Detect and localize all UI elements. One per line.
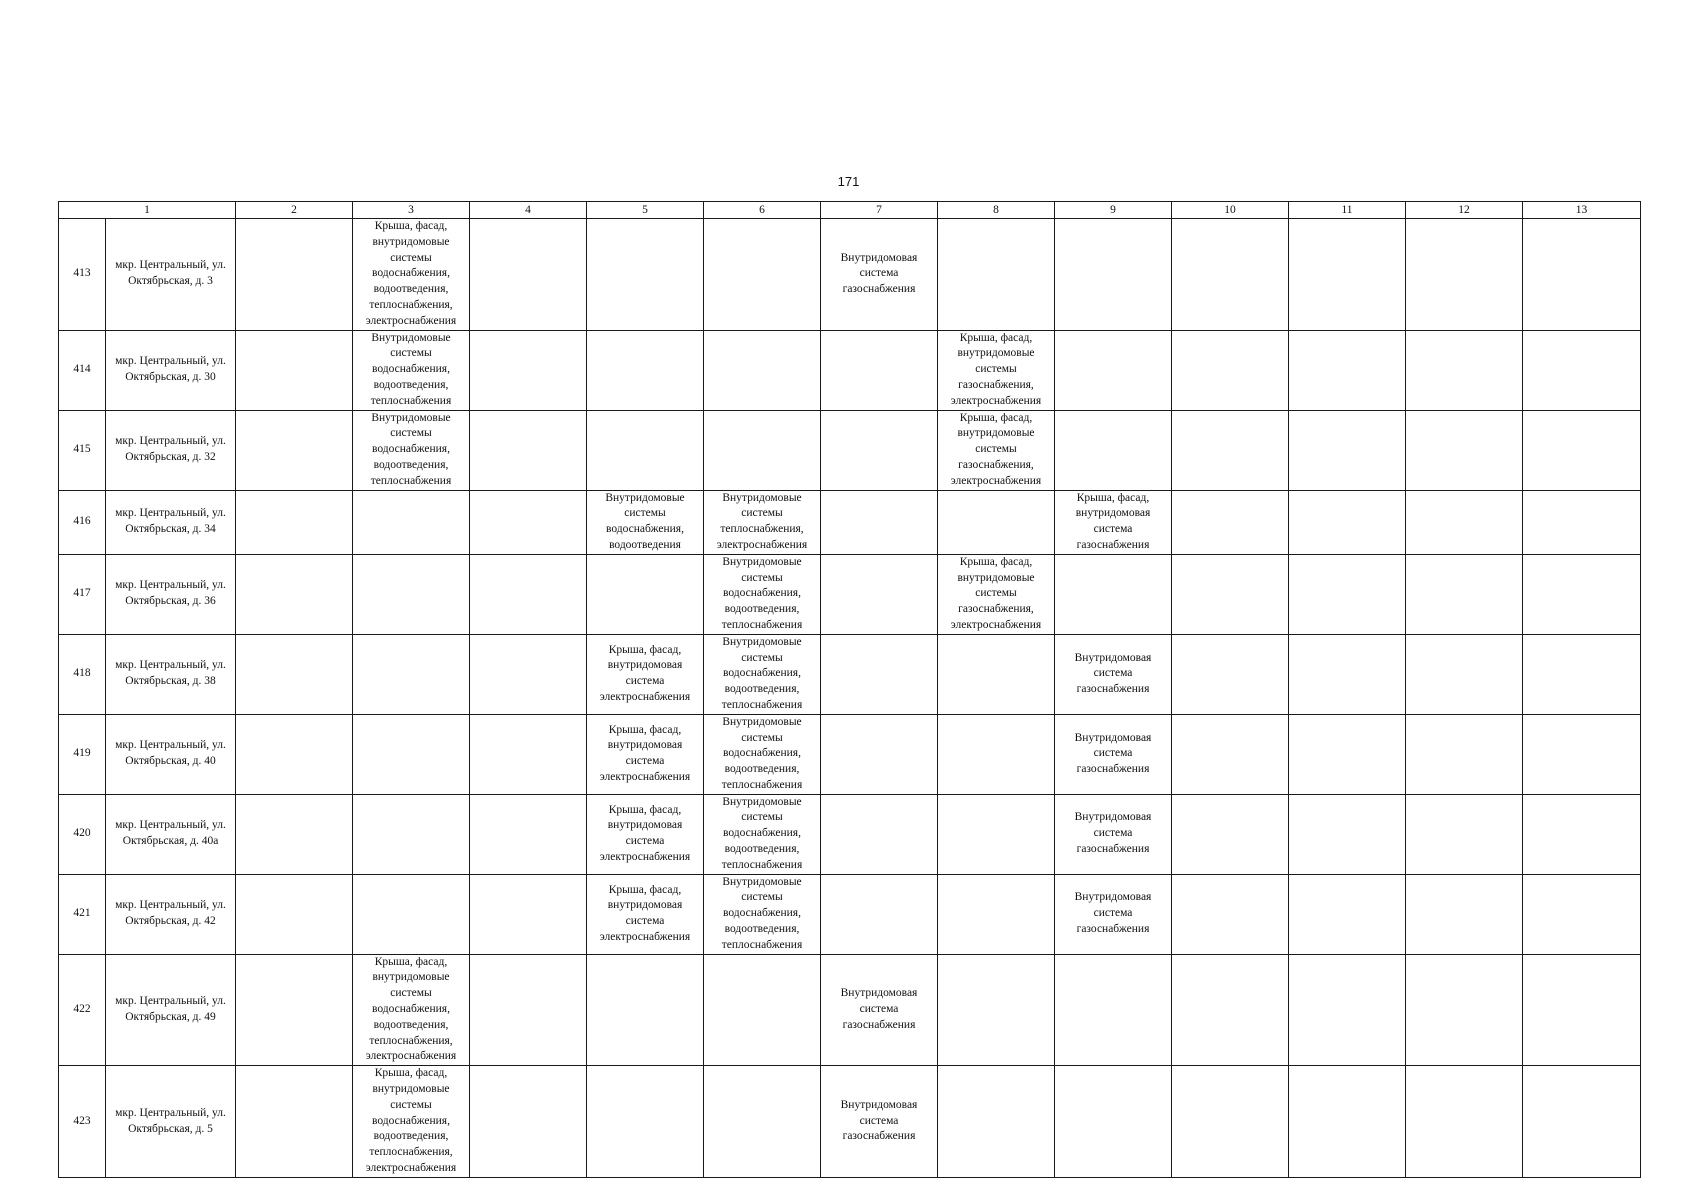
col-7-cell — [821, 874, 938, 954]
cell-text: Внутридомовая система газоснабжения — [1074, 651, 1152, 696]
col-10-cell — [1172, 219, 1289, 331]
col-12-cell — [1406, 794, 1523, 874]
cell-text: 420 — [73, 827, 91, 840]
cell-text: мкр. Центральный, ул. Октябрьская, д. 5 — [115, 1106, 226, 1135]
cell-text: Внутридомовые системы водоснабжения, водоотведения, теплоснабжения — [721, 555, 803, 631]
repair-schedule-table — [58, 201, 1641, 1178]
col-6-cell — [704, 1066, 821, 1178]
cell-text: Крыша, фасад, внутридомовые системы водоснабжения, водоотведения, теплоснабжения, электроснабжения — [365, 1067, 457, 1175]
col-12-cell — [1406, 410, 1523, 490]
col-4-cell — [470, 219, 587, 331]
col-9-cell — [1055, 1066, 1172, 1178]
column-header: 3 — [353, 202, 470, 219]
col-2-cell — [236, 874, 353, 954]
cell-text: Крыша, фасад, внутридомовые системы газоснабжения, электроснабжения — [950, 411, 1042, 487]
col-11-cell — [1289, 1066, 1406, 1178]
col-3-cell — [353, 410, 470, 490]
cell-text: 415 — [73, 443, 91, 456]
col-9-cell — [1055, 954, 1172, 1066]
col-10-cell — [1172, 954, 1289, 1066]
table-row — [59, 714, 1641, 794]
col-4-cell — [470, 874, 587, 954]
column-header: 13 — [1523, 202, 1641, 219]
cell-text: 417 — [73, 587, 91, 600]
cell-text: мкр. Центральный, ул. Октябрьская, д. 34 — [115, 507, 226, 536]
cell-text: Крыша, фасад, внутридомовые системы водоснабжения, водоотведения, теплоснабжения, электроснабжения — [365, 955, 457, 1063]
col-13-cell — [1523, 490, 1641, 554]
col-7-cell — [821, 219, 938, 331]
col-12-cell — [1406, 554, 1523, 634]
column-header: 7 — [821, 202, 938, 219]
cell-text: Крыша, фасад, внутридомовая система электроснабжения — [599, 883, 691, 943]
col-11-cell — [1289, 954, 1406, 1066]
row-number-cell — [59, 714, 106, 794]
col-10-cell — [1172, 794, 1289, 874]
cell-text: Внутридомовые системы водоснабжения, водоотведения, теплоснабжения — [721, 715, 803, 791]
col-6-cell — [704, 554, 821, 634]
col-7-cell — [821, 1066, 938, 1178]
cell-text: мкр. Центральный, ул. Октябрьская, д. 49 — [115, 995, 226, 1023]
col-10-cell — [1172, 634, 1289, 714]
address-cell — [106, 714, 236, 794]
col-5-cell — [587, 219, 704, 331]
table-row — [59, 874, 1641, 954]
col-2-cell — [236, 954, 353, 1066]
cell-text: 419 — [73, 747, 91, 760]
col-7-cell — [821, 330, 938, 410]
col-13-cell — [1523, 634, 1641, 714]
row-number-cell — [59, 410, 106, 490]
column-header: 10 — [1172, 202, 1289, 219]
cell-text: мкр. Центральный, ул. Октябрьская, д. 30 — [115, 355, 226, 384]
col-10-cell — [1172, 490, 1289, 554]
col-2-cell — [236, 410, 353, 490]
col-8-cell — [938, 634, 1055, 714]
table-row — [59, 1066, 1641, 1178]
col-13-cell — [1523, 954, 1641, 1066]
cell-text: Крыша, фасад, внутридомовая система электроснабжения — [599, 723, 691, 783]
col-13-cell — [1523, 554, 1641, 634]
address-cell — [106, 874, 236, 954]
col-5-cell — [587, 554, 704, 634]
row-number-cell — [59, 954, 106, 1066]
column-number-row — [59, 202, 1641, 219]
table-row — [59, 794, 1641, 874]
col-10-cell — [1172, 554, 1289, 634]
table-row — [59, 410, 1641, 490]
col-2-cell — [236, 714, 353, 794]
address-cell — [106, 490, 236, 554]
table-row — [59, 634, 1641, 714]
col-9-cell — [1055, 794, 1172, 874]
col-9-cell — [1055, 410, 1172, 490]
col-13-cell — [1523, 874, 1641, 954]
col-3-cell — [353, 1066, 470, 1178]
col-5-cell — [587, 490, 704, 554]
col-2-cell — [236, 490, 353, 554]
col-8-cell — [938, 330, 1055, 410]
col-13-cell — [1523, 714, 1641, 794]
col-8-cell — [938, 714, 1055, 794]
col-11-cell — [1289, 554, 1406, 634]
col-3-cell — [353, 634, 470, 714]
col-11-cell — [1289, 490, 1406, 554]
column-header: 1 — [59, 202, 236, 219]
cell-text: 422 — [73, 1003, 91, 1016]
col-2-cell — [236, 794, 353, 874]
cell-text: 416 — [73, 515, 91, 528]
col-12-cell — [1406, 1066, 1523, 1178]
col-7-cell — [821, 410, 938, 490]
col-9-cell — [1055, 554, 1172, 634]
col-9-cell — [1055, 219, 1172, 331]
col-4-cell — [470, 634, 587, 714]
cell-text: 423 — [73, 1114, 91, 1127]
address-cell — [106, 219, 236, 331]
column-header: 6 — [704, 202, 821, 219]
col-8-cell — [938, 954, 1055, 1066]
address-cell — [106, 1066, 236, 1178]
row-number-cell — [59, 490, 106, 554]
cell-text: мкр. Центральный, ул. Октябрьская, д. 36 — [115, 579, 226, 608]
cell-text: Крыша, фасад, внутридомовые системы водоснабжения, водоотведения, теплоснабжения, электроснабжения — [365, 220, 457, 327]
cell-text: мкр. Центральный, ул. Октябрьская, д. 40 — [115, 739, 226, 768]
col-2-cell — [236, 1066, 353, 1178]
col-12-cell — [1406, 634, 1523, 714]
col-2-cell — [236, 330, 353, 410]
col-5-cell — [587, 794, 704, 874]
col-4-cell — [470, 714, 587, 794]
table-row — [59, 490, 1641, 554]
column-header: 9 — [1055, 202, 1172, 219]
col-4-cell — [470, 794, 587, 874]
col-12-cell — [1406, 490, 1523, 554]
address-cell — [106, 330, 236, 410]
column-header: 8 — [938, 202, 1055, 219]
cell-text: Крыша, фасад, внутридомовая система электроснабжения — [599, 803, 691, 863]
column-header: 2 — [236, 202, 353, 219]
cell-text: Внутридомовая система газоснабжения — [1074, 731, 1152, 776]
column-header: 4 — [470, 202, 587, 219]
col-5-cell — [587, 634, 704, 714]
cell-text: Крыша, фасад, внутридомовые системы газоснабжения, электроснабжения — [950, 331, 1042, 407]
cell-text: 413 — [73, 267, 91, 280]
col-3-cell — [353, 490, 470, 554]
col-6-cell — [704, 219, 821, 331]
col-5-cell — [587, 410, 704, 490]
col-3-cell — [353, 874, 470, 954]
col-8-cell — [938, 490, 1055, 554]
cell-text: 418 — [73, 667, 91, 680]
col-10-cell — [1172, 714, 1289, 794]
row-number-cell — [59, 794, 106, 874]
col-3-cell — [353, 554, 470, 634]
cell-text: мкр. Центральный, ул. Октябрьская, д. 3 — [115, 259, 226, 288]
col-11-cell — [1289, 794, 1406, 874]
col-3-cell — [353, 330, 470, 410]
col-8-cell — [938, 794, 1055, 874]
col-11-cell — [1289, 410, 1406, 490]
col-12-cell — [1406, 330, 1523, 410]
cell-text: Внутридомовые системы водоснабжения, водоотведения, теплоснабжения — [721, 875, 803, 951]
cell-text: Крыша, фасад, внутридомовые системы газоснабжения, электроснабжения — [950, 555, 1042, 631]
row-number-cell — [59, 554, 106, 634]
cell-text: Крыша, фасад, внутридомовая система газоснабжения — [1075, 491, 1151, 551]
col-8-cell — [938, 874, 1055, 954]
cell-text: мкр. Центральный, ул. Октябрьская, д. 40а — [115, 819, 226, 848]
col-6-cell — [704, 634, 821, 714]
cell-text: Внутридомовые системы водоснабжения, водоотведения — [605, 491, 685, 551]
col-2-cell — [236, 554, 353, 634]
address-cell — [106, 554, 236, 634]
cell-text: мкр. Центральный, ул. Октябрьская, д. 38 — [115, 659, 226, 688]
col-2-cell — [236, 219, 353, 331]
col-12-cell — [1406, 874, 1523, 954]
column-header: 11 — [1289, 202, 1406, 219]
col-8-cell — [938, 410, 1055, 490]
col-6-cell — [704, 794, 821, 874]
col-8-cell — [938, 554, 1055, 634]
cell-text: Внутридомовая система газоснабжения — [840, 251, 918, 296]
row-number-cell — [59, 330, 106, 410]
col-7-cell — [821, 490, 938, 554]
col-7-cell — [821, 954, 938, 1066]
row-number-cell — [59, 219, 106, 331]
col-13-cell — [1523, 1066, 1641, 1178]
col-11-cell — [1289, 219, 1406, 331]
cell-text: мкр. Центральный, ул. Октябрьская, д. 32 — [115, 435, 226, 464]
col-6-cell — [704, 714, 821, 794]
col-5-cell — [587, 874, 704, 954]
col-10-cell — [1172, 330, 1289, 410]
col-6-cell — [704, 954, 821, 1066]
col-7-cell — [821, 794, 938, 874]
address-cell — [106, 794, 236, 874]
col-4-cell — [470, 954, 587, 1066]
column-header: 12 — [1406, 202, 1523, 219]
cell-text: Внутридомовые системы водоснабжения, водоотведения, теплоснабжения — [721, 635, 803, 711]
address-cell — [106, 954, 236, 1066]
col-8-cell — [938, 1066, 1055, 1178]
col-7-cell — [821, 554, 938, 634]
col-11-cell — [1289, 714, 1406, 794]
col-11-cell — [1289, 634, 1406, 714]
row-number-cell — [59, 634, 106, 714]
col-11-cell — [1289, 874, 1406, 954]
col-3-cell — [353, 794, 470, 874]
col-6-cell — [704, 874, 821, 954]
cell-text: Внутридомовая система газоснабжения — [840, 1098, 918, 1143]
col-10-cell — [1172, 1066, 1289, 1178]
cell-text: Внутридомовые системы водоснабжения, водоотведения, теплоснабжения — [721, 795, 803, 871]
cell-text: Внутридомовая система газоснабжения — [1074, 811, 1152, 856]
cell-text: Внутридомовая система газоснабжения — [1074, 891, 1152, 936]
col-9-cell — [1055, 714, 1172, 794]
col-12-cell — [1406, 714, 1523, 794]
col-3-cell — [353, 714, 470, 794]
col-13-cell — [1523, 219, 1641, 331]
col-5-cell — [587, 330, 704, 410]
col-2-cell — [236, 634, 353, 714]
cell-text: Внутридомовые системы водоснабжения, водоотведения, теплоснабжения — [370, 411, 452, 487]
col-10-cell — [1172, 874, 1289, 954]
col-9-cell — [1055, 330, 1172, 410]
col-4-cell — [470, 330, 587, 410]
address-cell — [106, 410, 236, 490]
table-row — [59, 954, 1641, 1066]
col-4-cell — [470, 410, 587, 490]
col-4-cell — [470, 554, 587, 634]
col-6-cell — [704, 490, 821, 554]
cell-text: Внутридомовые системы водоснабжения, водоотведения, теплоснабжения — [370, 331, 452, 407]
col-13-cell — [1523, 794, 1641, 874]
cell-text: Крыша, фасад, внутридомовая система электроснабжения — [599, 643, 691, 703]
table-row — [59, 554, 1641, 634]
cell-text: Внутридомовые системы теплоснабжения, электроснабжения — [716, 491, 808, 551]
col-7-cell — [821, 714, 938, 794]
table-body — [59, 219, 1641, 1178]
row-number-cell — [59, 1066, 106, 1178]
col-12-cell — [1406, 219, 1523, 331]
col-10-cell — [1172, 410, 1289, 490]
cell-text: Внутридомовая система газоснабжения — [840, 987, 918, 1031]
col-9-cell — [1055, 490, 1172, 554]
col-5-cell — [587, 1066, 704, 1178]
row-number-cell — [59, 874, 106, 954]
cell-text: 421 — [73, 907, 91, 920]
table-row — [59, 219, 1641, 331]
address-cell — [106, 634, 236, 714]
table-row — [59, 330, 1641, 410]
col-3-cell — [353, 954, 470, 1066]
cell-text: 414 — [73, 363, 91, 376]
col-9-cell — [1055, 874, 1172, 954]
col-7-cell — [821, 634, 938, 714]
page-number: 171 — [837, 174, 860, 189]
col-8-cell — [938, 219, 1055, 331]
col-4-cell — [470, 1066, 587, 1178]
col-6-cell — [704, 330, 821, 410]
col-11-cell — [1289, 330, 1406, 410]
col-6-cell — [704, 410, 821, 490]
col-3-cell — [353, 219, 470, 331]
col-13-cell — [1523, 410, 1641, 490]
col-13-cell — [1523, 330, 1641, 410]
col-9-cell — [1055, 634, 1172, 714]
cell-text: мкр. Центральный, ул. Октябрьская, д. 42 — [115, 899, 226, 928]
col-5-cell — [587, 714, 704, 794]
col-12-cell — [1406, 954, 1523, 1066]
col-5-cell — [587, 954, 704, 1066]
col-4-cell — [470, 490, 587, 554]
column-header: 5 — [587, 202, 704, 219]
